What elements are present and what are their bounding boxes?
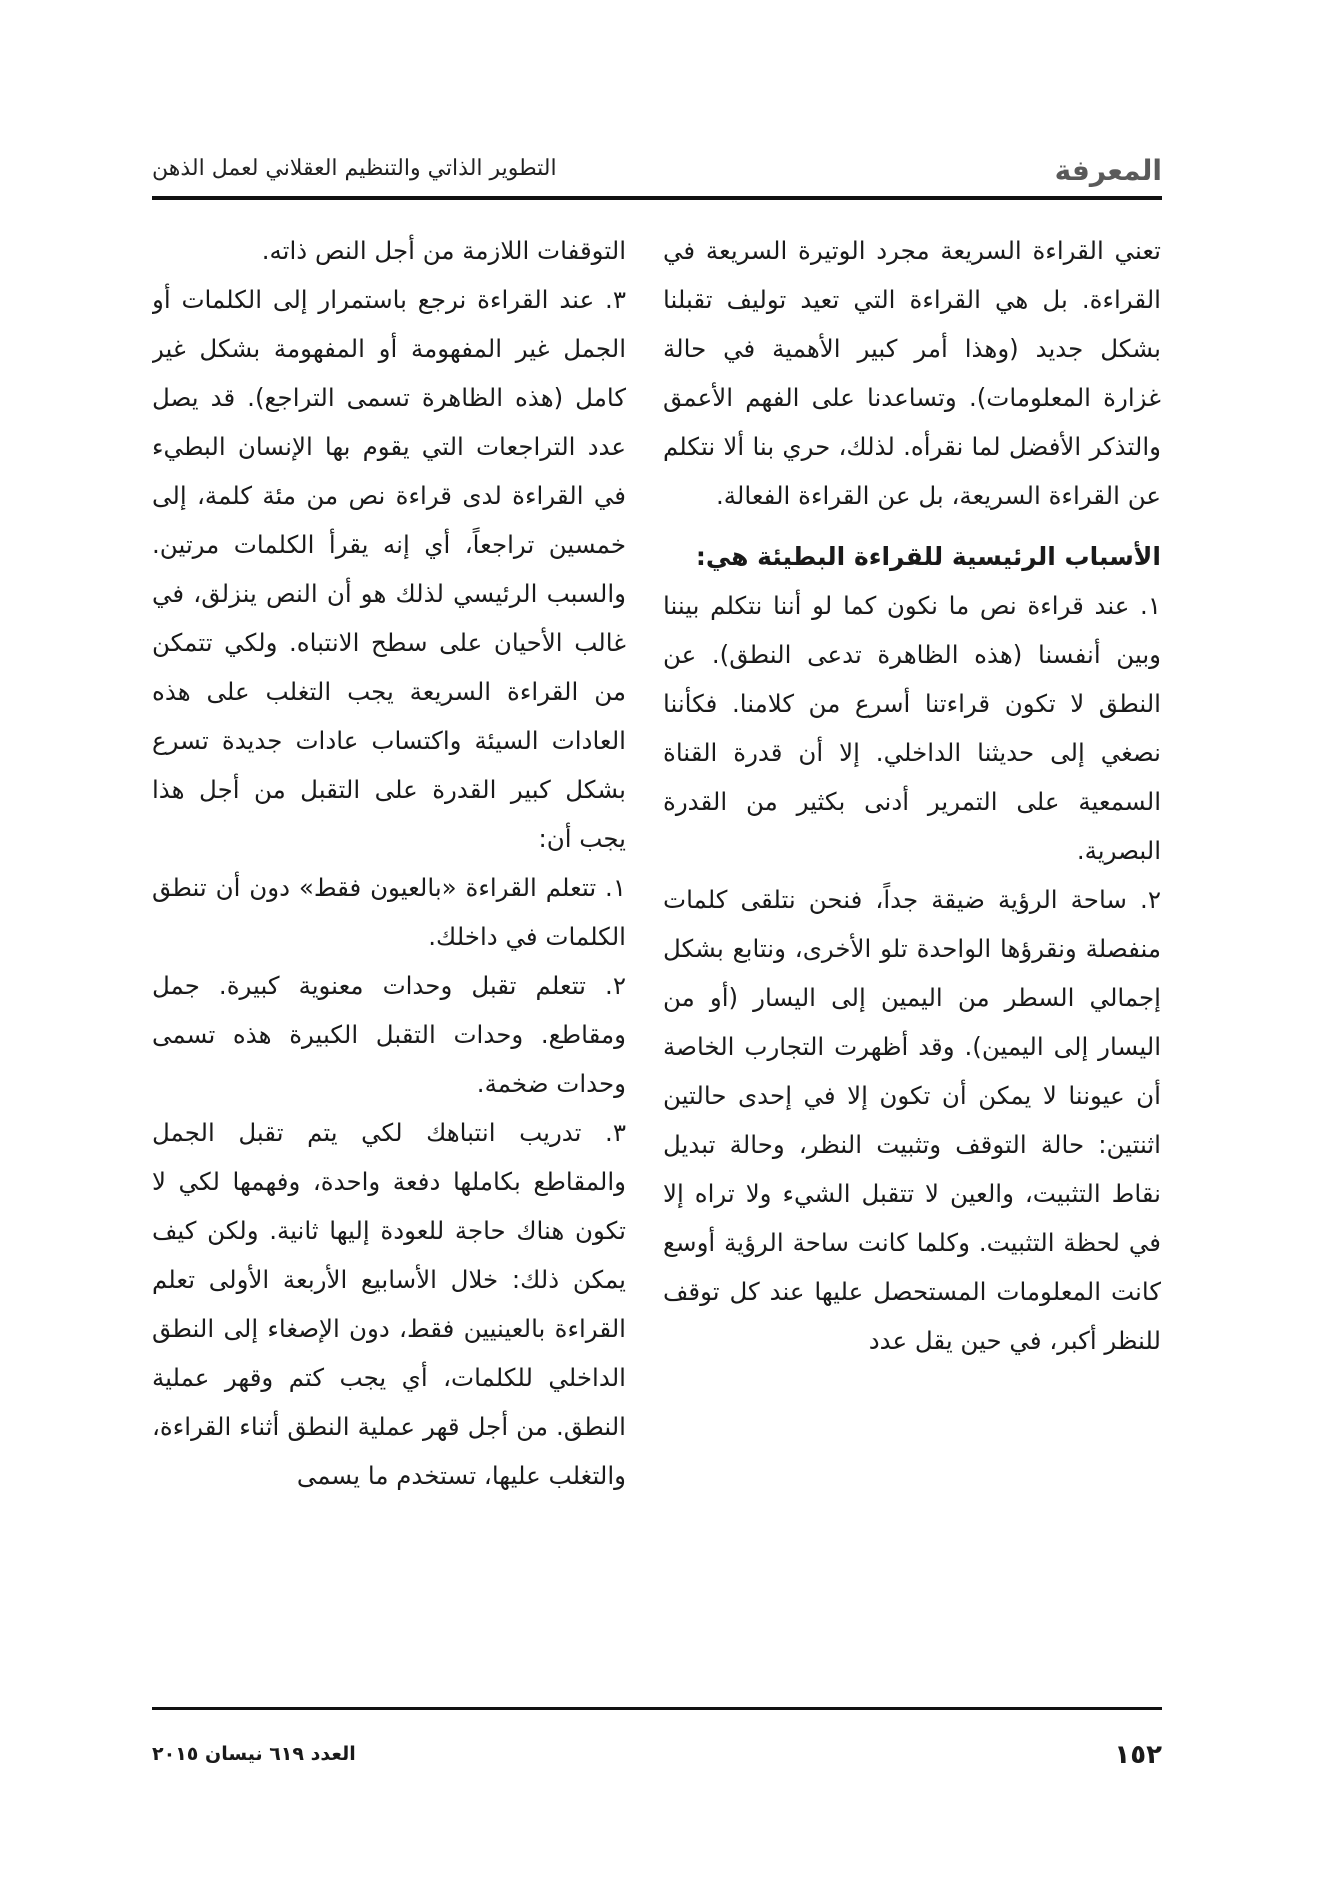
footer-rule (152, 1707, 1162, 1710)
page-number: ١٥٢ (1114, 1740, 1162, 1770)
paragraph: ٢. ساحة الرؤية ضيقة جداً، فنحن نتلقى كلمات منفصلة ونقرؤها الواحدة تلو الأخرى، ونتابع بشكل إجمالي السطر من اليمين إلى اليسار (أو من اليسار إلى اليمين). وقد أظهرت التجارب الخاصة أن عيوننا لا يمكن أن تكون إلا في إحدى حالتين اثنتين: حالة التوقف وتثبيت النظر، وحالة تبديل نقاط التثبيت، والعين لا تتقبل الشيء ولا تراه إلا في لحظة التثبيت. وكلما كانت ساحة الرؤية أوسع كانت المعلومات المستحصل عليها عند كل توقف للنظر أكبر، في حين يقل عدد (663, 885, 1161, 1355)
paragraph: ٣. عند القراءة نرجع باستمرار إلى الكلمات أو الجمل غير المفهومة أو المفهومة بشكل غير كامل (هذه الظاهرة تسمى التراجع). قد يصل عدد التراجعات التي يقوم بها الإنسان البطيء في القراءة لدى قراءة نص من مئة كلمة، إلى خمسين تراجعاً، أي إنه يقرأ الكلمات مرتين. والسبب الرئيسي لذلك هو أن النص ينزلق، في غالب الأحيان على سطح الانتباه. ولكي تتمكن من القراءة السريعة يجب التغلب على هذه العادات السيئة واكتساب عادات جديدة تسرع بشكل كبير القدرة على التقبل من أجل هذا يجب أن: (152, 285, 626, 853)
issue-info: العدد ٦١٩ نيسان ٢٠١٥ (152, 1743, 356, 1765)
paragraph: ١. عند قراءة نص ما نكون كما لو أننا نتكلم بيننا وبين أنفسنا (هذه الظاهرة تدعى النطق). عن النطق لا تكون قراءتنا أسرع من كلامنا. فكأننا نصغي إلى حديثنا الداخلي. إلا أن قدرة القناة السمعية على التمرير أدنى بكثير من القدرة البصرية. (663, 591, 1161, 865)
paragraph: ١. تتعلم القراءة «بالعيون فقط» دون أن تنطق الكلمات في داخلك. (152, 873, 626, 951)
magazine-logo: المعرفة (1054, 154, 1162, 187)
running-title: التطوير الذاتي والتنظيم العقلاني لعمل الذهن (152, 156, 557, 181)
page-footer (152, 1740, 1162, 1780)
header-rule (152, 196, 1162, 200)
paragraph: ٣. تدريب انتباهك لكي يتم تقبل الجمل والمقاطع بكاملها دفعة واحدة، وفهمها لكي لا تكون هناك حاجة للعودة إليها ثانية. ولكن كيف يمكن ذلك: خلال الأسابيع الأربعة الأولى تعلم القراءة بالعينيين فقط، دون الإصغاء إلى النطق الداخلي للكلمات، أي يجب كتم وقهر عملية النطق. من أجل قهر عملية النطق أثناء القراءة، والتغلب عليها، تستخدم ما يسمى (152, 1118, 626, 1490)
paragraph: ٢. تتعلم تقبل وحدات معنوية كبيرة. جمل ومقاطع. وحدات التقبل الكبيرة هذه تسمى وحدات ضخمة. (152, 971, 626, 1098)
section-heading: الأسباب الرئيسية للقراءة البطيئة هي: (695, 542, 1161, 571)
paragraph: تعني القراءة السريعة مجرد الوتيرة السريعة في القراءة. بل هي القراءة التي تعيد توليف تقبلنا بشكل جديد (وهذا أمر كبير الأهمية في حالة غزارة المعلومات). وتساعدنا على الفهم الأعمق والتذكر الأفضل لما نقرأه. لذلك، حري بنا ألا نتكلم عن القراءة السريعة، بل عن القراءة الفعالة. (663, 236, 1161, 510)
paragraph: التوقفات اللازمة من أجل النص ذاته. (261, 236, 626, 265)
page-header (152, 150, 1162, 192)
right-column (663, 226, 1161, 1671)
left-column (152, 226, 626, 1671)
